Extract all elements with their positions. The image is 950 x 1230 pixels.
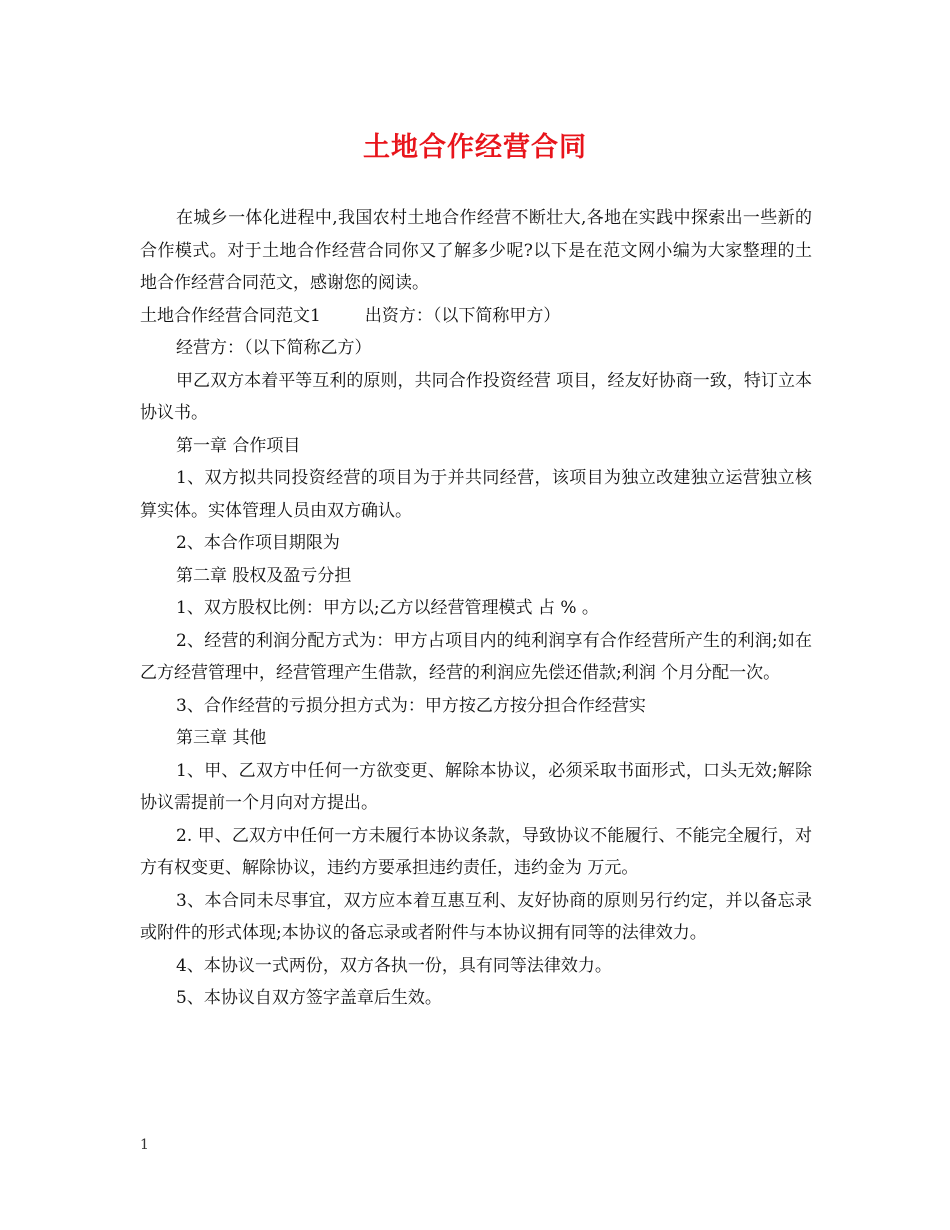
sample-heading-line [140, 300, 812, 333]
chapter-3-item: 2. 甲、乙双方中任何一方未履行本协议条款，导致协议不能履行、不能完全履行，对方有权变更、解除协议，违约方要承担违约责任，违约金为 万元。 [140, 825, 812, 878]
chapter-3-item: 3、本合同未尽事宜，双方应本着互惠互利、友好协商的原则另行约定，并以备忘录或附件的形式体现;本协议的备忘录或者附件与本协议拥有同等的法律效力。 [140, 890, 812, 943]
chapter-3-item: 5、本协议自双方签字盖章后生效。 [176, 988, 442, 1008]
chapter-1-item: 1、双方拟共同投资经营的项目为于并共同经营，该项目为独立改建独立运营独立核算实体。实体管理人员由双方确认。 [140, 468, 812, 521]
chapter-2-item: 3、合作经营的亏损分担方式为：甲方按乙方按分担合作经营实 [176, 695, 646, 716]
chapter-3-item: 1、甲、乙双方中任何一方欲变更、解除本协议，必须采取书面形式，口头无效;解除协议需提前一个月向对方提出。 [140, 760, 812, 813]
chapter-1-heading: 第一章 合作项目 [176, 435, 301, 456]
chapter-2-item: 2、经营的利润分配方式为：甲方占项目内的纯利润享有合作经营所产生的利润;如在乙方经营管理中，经营管理产生借款，经营的利润应先偿还借款;利润 个月分配一次。 [140, 630, 812, 683]
chapter-3-heading: 第三章 其他 [176, 728, 267, 748]
document-title: 土地合作经营合同 [363, 132, 587, 163]
chapter-2-heading: 第二章 股权及盈亏分担 [176, 565, 352, 586]
preamble-paragraph: 甲乙双方本着平等互利的原则，共同合作投资经营 项目，经友好协商一致，特订立本协议书。 [140, 370, 812, 423]
chapter-2-item: 1、双方股权比例：甲方以;乙方以经营管理模式 占 % 。 [176, 598, 599, 618]
page-number: 1 [140, 1137, 149, 1153]
chapter-3-item: 4、本协议一式两份，双方各执一份，具有同等法律效力。 [176, 955, 612, 976]
sample-heading: 土地合作经营合同范文1 [140, 305, 321, 326]
operator-label: 经营方：（以下简称乙方） [176, 338, 372, 358]
chapter-1-item: 2、本合作项目期限为 [176, 533, 340, 553]
intro-paragraph: 在城乡一体化进程中,我国农村土地合作经营不断壮大,各地在实践中探索出一些新的合作模式。对于土地合作经营合同你又了解多少呢?以下是在范文网小编为大家整理的土地合作经营合同范文，感谢您的阅读。 [140, 208, 812, 293]
investor-label: 出资方：（以下简称甲方） [364, 305, 561, 326]
document-body [140, 202, 812, 1015]
